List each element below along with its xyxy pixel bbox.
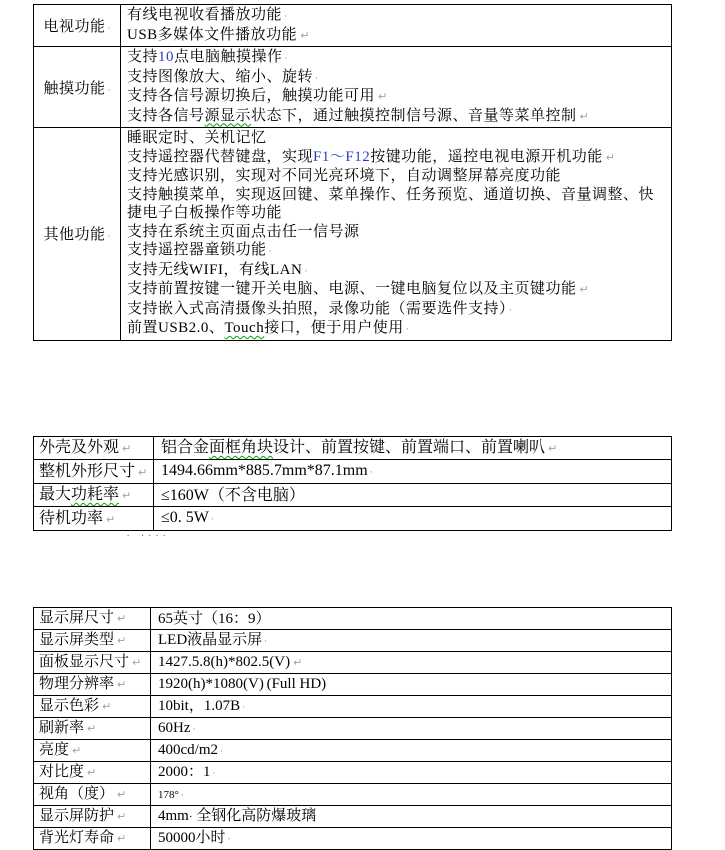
text-segment: 支持在系统主页面点击任一信号源 (127, 223, 360, 240)
row-value-cell (151, 652, 672, 674)
text-segment: 待机功率 (39, 509, 104, 527)
value-line (127, 261, 659, 281)
text-segment: 背光灯寿命 (39, 830, 115, 846)
pilcrow-formatting-mark: ↵ (87, 722, 97, 735)
table-row (34, 828, 672, 850)
pilcrow-formatting-mark: ↵ (378, 90, 388, 103)
row-value-cell (151, 608, 672, 630)
row-value-cell (154, 484, 672, 507)
text-segment: 显示屏防护 (39, 808, 115, 824)
row-label-cell (34, 740, 151, 762)
row-label-cell (34, 652, 151, 674)
pilcrow-formatting-mark: ↵ (117, 810, 127, 823)
features-spec-table (33, 4, 672, 341)
text-segment: 全钢化高防爆玻璃 (192, 808, 317, 824)
spellcheck-underlined-text: 功耗率 (71, 486, 120, 503)
pilcrow-formatting-mark: ↵ (117, 678, 127, 691)
table-row (34, 718, 672, 740)
dot-formatting-mark: · (264, 636, 268, 646)
text-segment: (Full HD) (266, 676, 327, 692)
display-spec-table-body (34, 608, 672, 850)
pilcrow-formatting-mark: ↵ (117, 612, 127, 625)
pilcrow-formatting-mark: ↵ (102, 700, 112, 713)
value-line (127, 223, 659, 242)
dot-formatting-mark: · (212, 768, 216, 778)
table-row (34, 630, 672, 652)
dot-formatting-mark: · (304, 265, 308, 276)
row-label-cell (34, 784, 151, 806)
text-segment: 物理分辨率 (39, 676, 115, 692)
text-segment: ≤160W（不含电脑） (161, 486, 305, 504)
pilcrow-formatting-mark: ↵ (579, 109, 589, 123)
text-segment: 支持图像放大、缩小、旋转 (127, 68, 314, 85)
value-line (158, 806, 665, 827)
row-value-cell (151, 762, 672, 784)
text-segment: 10bit，1.07B (158, 698, 241, 714)
pilcrow-formatting-mark: ↵ (117, 634, 127, 647)
row-value-cell (154, 460, 672, 484)
value-line (158, 784, 665, 805)
value-line (127, 241, 659, 261)
row-label-cell (34, 696, 151, 718)
value-line (127, 87, 659, 107)
text-segment: 触摸功能 (43, 80, 106, 97)
dot-formatting-mark: · (268, 246, 272, 256)
value-line (158, 718, 665, 739)
row-value-cell (121, 5, 672, 47)
value-line (127, 148, 659, 168)
pilcrow-formatting-mark: ↵ (138, 465, 148, 479)
row-label-cell (34, 828, 151, 850)
table-row (34, 740, 672, 762)
text-segment: 睡眠定时、关机记忆 (127, 130, 267, 146)
text-segment: 其他功能 (43, 227, 106, 244)
row-value-cell (151, 696, 672, 718)
pilcrow-formatting-mark: ↵ (548, 442, 558, 455)
row-label-cell (34, 630, 151, 652)
row-value-cell (151, 828, 672, 850)
text-segment: 对比度 (39, 764, 85, 780)
pilcrow-formatting-mark: ↵ (87, 766, 97, 779)
table-row (34, 652, 672, 674)
dot-formatting-mark: · (107, 23, 111, 33)
row-value-cell (154, 437, 672, 460)
row-value-cell (151, 806, 672, 828)
text-segment: · (188, 811, 193, 823)
row-value-cell (151, 740, 672, 762)
row-label-cell (34, 460, 154, 484)
dot-formatting-mark: · (107, 231, 111, 242)
dot-formatting-mark: · (180, 790, 184, 800)
text-segment: 电视功能 (43, 19, 106, 35)
highlighted-text: 10 (158, 49, 175, 65)
table-row (34, 484, 672, 507)
value-line (158, 762, 665, 783)
row-value-cell (151, 718, 672, 740)
pilcrow-formatting-mark: ↵ (122, 489, 132, 502)
value-line (158, 828, 665, 849)
text-segment: 1920(h)*1080(V) (158, 676, 264, 692)
row-value-cell (151, 630, 672, 652)
row-label-cell (34, 5, 121, 47)
highlighted-text: F1～F12 (313, 148, 371, 165)
text-segment: 面板显示尺寸 (39, 654, 130, 670)
value-line (127, 319, 659, 339)
row-label-cell (34, 608, 151, 630)
table-row (34, 47, 672, 128)
pilcrow-formatting-mark: ↵ (300, 28, 310, 42)
text-segment: 亮度 (39, 742, 70, 758)
row-value-cell (121, 47, 672, 128)
row-label-cell (34, 806, 151, 828)
physical-spec-table-body (34, 437, 672, 531)
dot-formatting-mark: · (369, 467, 373, 477)
text-segment: 刷新率 (39, 720, 85, 736)
value-line (127, 107, 659, 127)
dot-formatting-mark: · (107, 84, 111, 95)
physical-spec-table (33, 436, 672, 531)
row-label-cell (34, 762, 151, 784)
value-line (158, 609, 665, 629)
text-segment: 接口，便于用户使用 (264, 320, 404, 336)
dot-formatting-mark: · (284, 53, 288, 63)
row-value-cell (154, 507, 672, 531)
table-row (34, 674, 672, 696)
pilcrow-formatting-mark: ↵ (293, 656, 303, 669)
dot-formatting-mark: · (405, 324, 409, 334)
value-line (161, 437, 665, 459)
row-label-cell (34, 507, 154, 531)
text-segment: 状态下，通过触摸控制信号源、音量等菜单控制 (251, 107, 577, 124)
text-segment: 400cd/m2 (158, 742, 218, 758)
text-segment: 1494.66mm*885.7mm*87.1mm (161, 462, 368, 479)
text-segment: 50000小时 (158, 830, 226, 846)
value-line (158, 652, 665, 673)
value-line (127, 6, 659, 26)
row-value-cell (151, 784, 672, 806)
text-segment: 178° (158, 789, 179, 801)
dot-formatting-mark: · (220, 746, 223, 756)
text-segment: LED液晶显示屏 (158, 632, 263, 648)
text-segment: 支持遥控器代替键盘，实现 (127, 148, 314, 165)
text-segment: 支持无线WIFI，有线LAN (127, 261, 303, 278)
stray-marks: · ···· (126, 532, 170, 540)
text-segment: 视角（度） (39, 786, 115, 802)
value-line (127, 48, 659, 68)
row-value-cell (151, 674, 672, 696)
row-label-cell (34, 674, 151, 696)
value-line (158, 630, 665, 651)
table-row (34, 608, 672, 630)
display-spec-table (33, 607, 672, 850)
table-row (34, 784, 672, 806)
dot-formatting-mark: · (242, 702, 246, 712)
text-segment: 前置USB2.0、 (127, 320, 225, 336)
row-label-cell (34, 718, 151, 740)
text-segment: 支持光感识别，实现对不同光亮环境下，自动调整屏幕亮度功能 (127, 168, 562, 184)
dot-formatting-mark: · (227, 834, 231, 844)
value-line (127, 300, 659, 320)
text-segment: 1427.5.8(h)*802.5(V) (158, 654, 291, 670)
text-segment: 支持遥控器童锁功能 (127, 242, 267, 258)
dot-formatting-mark: · (210, 514, 214, 524)
text-segment: 铝合金 (161, 439, 210, 456)
text-segment: 支持触摸菜单，实现返回键、菜单操作、任务预览、通道切换、音量调整、快捷电子白板操作等功能 (127, 186, 655, 221)
text-segment: 显示屏类型 (39, 632, 115, 648)
table-row (34, 507, 672, 531)
value-line (127, 280, 659, 300)
text-segment: 支持各信号 (127, 107, 205, 124)
text-segment: 60Hz (158, 720, 191, 736)
value-line (161, 460, 665, 483)
table-row (34, 696, 672, 718)
row-value-cell (121, 128, 672, 341)
dot-formatting-mark: · (315, 72, 319, 83)
pilcrow-formatting-mark: ↵ (106, 512, 116, 526)
spellcheck-underlined-text: 面框角块 (209, 439, 274, 456)
text-segment: 有线电视收看播放功能 (127, 7, 283, 23)
text-segment: 支持前置按键一键开关电脑、电源、一键电脑复位以及主页键功能 (127, 281, 577, 297)
text-segment: USB多媒体文件播放功能 (127, 26, 298, 43)
pilcrow-formatting-mark: ↵ (579, 283, 589, 296)
value-line (161, 507, 665, 530)
table-row (34, 128, 672, 341)
value-line (127, 186, 659, 223)
dot-formatting-mark: · (509, 304, 513, 315)
text-segment: 支持嵌入式高清摄像头拍照，录像功能（需要选件支持） (127, 300, 508, 317)
dot-formatting-mark: · (192, 724, 196, 734)
table-row (34, 437, 672, 460)
text-segment: 显示色彩 (39, 698, 100, 714)
value-line (127, 68, 659, 88)
pilcrow-formatting-mark: ↵ (132, 656, 142, 669)
value-line (158, 740, 665, 761)
value-line (127, 167, 659, 186)
spellcheck-underlined-text: 源显示 (204, 107, 252, 124)
value-line (127, 26, 659, 46)
value-line (158, 674, 665, 695)
features-spec-table-body (34, 5, 672, 341)
text-segment: 65英寸（16：9） (158, 610, 271, 627)
row-label-cell (34, 128, 121, 341)
row-label-cell (34, 484, 154, 507)
spellcheck-underlined-text: Touch (224, 320, 265, 336)
text-segment: 支持 (127, 49, 159, 65)
table-row (34, 806, 672, 828)
text-segment: 2000：1 (158, 764, 211, 780)
pilcrow-formatting-mark: ↵ (117, 788, 127, 801)
row-label-cell (34, 437, 154, 460)
text-segment: 最大 (39, 486, 72, 503)
text-segment: ≤0. 5W (161, 509, 209, 526)
row-label-cell (34, 47, 121, 128)
text-segment: 设计、前置按键、前置端口、前置喇叭 (273, 439, 546, 456)
text-segment: 按键功能，遥控电视电源开机功能 (370, 148, 603, 165)
value-line (158, 696, 665, 717)
text-segment: 外壳及外观 (39, 439, 120, 456)
text-segment: 显示屏尺寸 (39, 610, 115, 626)
table-row (34, 5, 672, 47)
pilcrow-formatting-mark: ↵ (122, 442, 132, 455)
text-segment: 4mm (158, 808, 189, 824)
table-row (34, 460, 672, 484)
value-line (127, 129, 659, 148)
pilcrow-formatting-mark: ↵ (117, 832, 127, 845)
text-segment: 点电脑触摸操作 (174, 49, 283, 65)
text-segment: 整机外形尺寸 (39, 462, 136, 480)
dot-formatting-mark: · (284, 11, 288, 21)
value-line (161, 485, 665, 506)
table-row (34, 762, 672, 784)
pilcrow-formatting-mark: ↵ (605, 150, 615, 164)
text-segment: 支持各信号源切换后，触摸功能可用 (127, 88, 376, 104)
pilcrow-formatting-mark: ↵ (72, 744, 82, 757)
